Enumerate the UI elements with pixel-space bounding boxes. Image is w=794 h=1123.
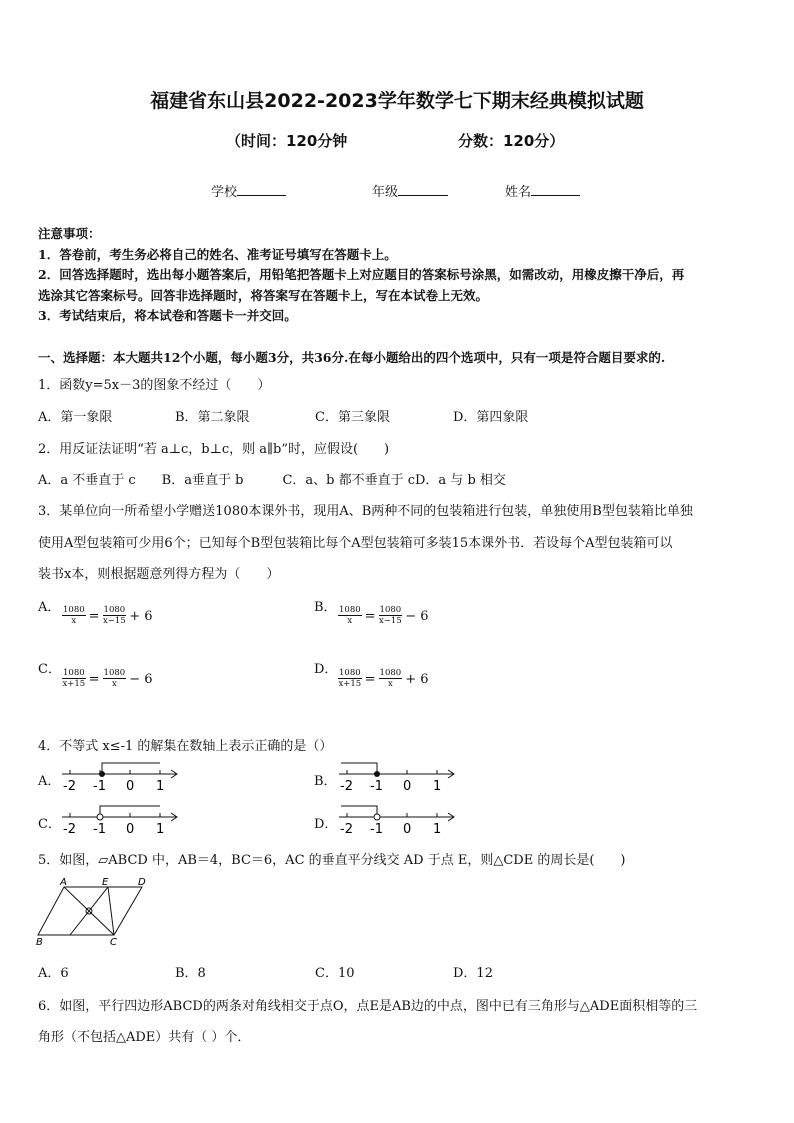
numerator: 1080 <box>63 668 85 678</box>
q5-option-c: C．10 <box>315 966 355 981</box>
numerator: 1080 <box>339 668 361 678</box>
q3-option-a-equation <box>62 605 152 627</box>
q3-option-d-label: D． <box>314 662 338 677</box>
grade-blank <box>398 182 448 196</box>
tick-label: -1 <box>93 779 106 794</box>
tick-label: -1 <box>370 779 383 794</box>
q4-option-b-label: B． <box>314 774 337 789</box>
school-label: 学校 <box>211 185 238 200</box>
numerator: 1080 <box>339 605 361 615</box>
tick-label: 1 <box>433 822 442 837</box>
q4-option-d-number-line <box>335 803 460 837</box>
exam-time: （时间：120分钟 <box>226 132 348 150</box>
parallelogram-abcd <box>38 887 142 935</box>
denominator: x+15 <box>62 679 86 689</box>
solution-ray <box>341 806 377 814</box>
q4-option-a-number-line <box>58 760 183 794</box>
exam-score: 分数：120分） <box>458 132 565 150</box>
solution-ray <box>102 763 160 774</box>
tick-label: 0 <box>403 822 412 837</box>
section-heading: 一、选择题：本大题共12个小题，每小题3分，共36分.在每小题给出的四个选项中，只有一项是符合题目要求的. <box>38 350 666 365</box>
equals-sign: = <box>88 608 100 624</box>
q1-option-a: A．第一象限 <box>38 410 113 425</box>
q5-option-d: D．12 <box>453 966 493 981</box>
constant-term: + 6 <box>405 671 429 687</box>
equals-sign: = <box>364 608 376 624</box>
q1-option-b: B．第二象限 <box>175 410 250 425</box>
tick-label: 1 <box>156 779 165 794</box>
constant-term: − 6 <box>129 671 153 687</box>
q3-line-3: 装书x本，则根据题意列得方程为（ ） <box>38 567 280 582</box>
name-label: 姓名 <box>505 185 532 200</box>
constant-term: − 6 <box>405 608 429 624</box>
q4-option-c-number-line <box>58 803 183 837</box>
q3-option-c-label: C． <box>38 662 61 677</box>
denominator: x−15 <box>379 616 402 626</box>
q4-stem: 4．不等式 x≤-1 的解集在数轴上表示正确的是（） <box>38 739 333 754</box>
tick-label: -1 <box>93 822 106 837</box>
fraction <box>62 668 86 690</box>
fraction <box>379 605 403 627</box>
solution-ray <box>341 763 377 774</box>
q3-line-1: 3．某单位向一所希望小学赠送1080本课外书，现用A、B两种不同的包装箱进行包装，单独使用B型包装箱比单独 <box>38 504 693 519</box>
constant-term: + 6 <box>129 608 153 624</box>
q1-stem: 1．函数y=5x－3的图象不经过（ ） <box>38 378 271 393</box>
tick-label: 0 <box>403 779 412 794</box>
closed-dot <box>374 771 380 777</box>
q6-line-2: 角形（不包括△ADE）共有（ ）个． <box>38 1030 251 1045</box>
point-label-e: E <box>102 877 109 888</box>
note-2a: 2．回答选择题时，选出每小题答案后，用铅笔把答题卡上对应题目的答案标号涂黑，如需改动，用橡皮擦干净后，再 <box>38 267 685 282</box>
q3-option-b-label: B． <box>314 600 337 615</box>
fraction <box>379 668 403 690</box>
q1-option-d: D．第四象限 <box>453 410 529 425</box>
q3-option-c-equation <box>62 668 152 690</box>
closed-dot <box>99 771 105 777</box>
point-label-b: B <box>36 937 43 948</box>
perpendicular-bisector <box>70 887 108 935</box>
note-1: 1．答卷前，考生务必将自己的姓名、准考证号填写在答题卡上。 <box>38 247 397 262</box>
point-label-c: C <box>110 937 117 948</box>
fraction <box>338 605 362 627</box>
fraction <box>103 668 127 690</box>
notes-heading: 注意事项： <box>38 226 101 241</box>
q3-line-2: 使用A型包装箱可少用6个；已知每个B型包装箱比每个A型包装箱可多装15本课外书．若设每个A型包装箱可以 <box>38 536 673 551</box>
q5-option-b: B．8 <box>175 966 206 981</box>
numerator: 1080 <box>103 668 126 678</box>
fraction <box>62 605 86 627</box>
school-blank <box>237 182 286 196</box>
tick-label: 1 <box>433 779 442 794</box>
equals-sign: = <box>88 671 100 687</box>
grade-field <box>372 181 448 200</box>
tick-label: 0 <box>126 779 135 794</box>
note-3: 3．考试结束后，将本试卷和答题卡一并交回。 <box>38 308 297 323</box>
point-label-a: A <box>60 877 67 888</box>
open-dot <box>97 814 103 820</box>
tick-label: -2 <box>340 779 353 794</box>
denominator: x <box>71 616 77 626</box>
note-2b: 选涂其它答案标号。回答非选择题时，将答案写在答题卡上，写在本试卷上无效。 <box>38 288 489 303</box>
q4-option-b-number-line <box>335 760 460 794</box>
numerator: 1080 <box>103 605 126 615</box>
q6-line-1: 6．如图，平行四边形ABCD的两条对角线相交于点O，点E是AB边的中点，图中已有三角形与△ADE面积相等的三 <box>38 999 698 1014</box>
tick-label: -2 <box>340 822 353 837</box>
q2-stem: 2．用反证法证明“若 a⊥c，b⊥c，则 a∥b”时，应假设( ) <box>38 442 390 457</box>
solution-ray <box>100 806 160 814</box>
equals-sign: = <box>364 671 376 687</box>
segment-ce <box>108 887 114 935</box>
grade-label: 年级 <box>372 185 399 200</box>
tick-label: -2 <box>63 822 76 837</box>
open-dot <box>374 814 380 820</box>
q5-option-a: A．6 <box>38 966 69 981</box>
tick-label: 0 <box>126 822 135 837</box>
q3-option-d-equation <box>338 668 428 690</box>
denominator: x <box>387 679 393 689</box>
tick-label: 1 <box>156 822 165 837</box>
denominator: x <box>111 679 117 689</box>
q3-option-a-label: A． <box>38 600 61 615</box>
fraction <box>338 668 362 690</box>
tick-label: -2 <box>63 779 76 794</box>
q3-option-b-equation <box>338 605 428 627</box>
point-label-d: D <box>138 877 146 888</box>
q1-option-c: C．第三象限 <box>315 410 390 425</box>
numerator: 1080 <box>379 668 402 678</box>
fraction <box>103 605 127 627</box>
denominator: x <box>347 616 353 626</box>
page-title: 福建省东山县2022-2023学年数学七下期末经典模拟试题 <box>150 90 644 112</box>
denominator: x−15 <box>103 616 126 626</box>
name-blank <box>531 182 580 196</box>
q4-option-a-label: A． <box>38 774 61 789</box>
school-field <box>211 181 286 200</box>
denominator: x+15 <box>338 679 362 689</box>
q4-option-c-label: C． <box>38 817 61 832</box>
q5-parallelogram-figure <box>34 876 164 948</box>
numerator: 1080 <box>379 605 402 615</box>
q5-stem: 5．如图，▱ABCD 中，AB＝4，BC＝6，AC 的垂直平分线交 AD 于点 E，则△CDE 的周长是( ) <box>38 853 626 868</box>
numerator: 1080 <box>63 605 85 615</box>
q2-options: A．a 不垂直于 c B．a垂直于 b C．a、b 都不垂直于 cD．a 与 b 相交 <box>38 473 506 488</box>
name-field <box>505 181 580 200</box>
tick-label: -1 <box>370 822 383 837</box>
q4-option-d-label: D． <box>314 817 338 832</box>
